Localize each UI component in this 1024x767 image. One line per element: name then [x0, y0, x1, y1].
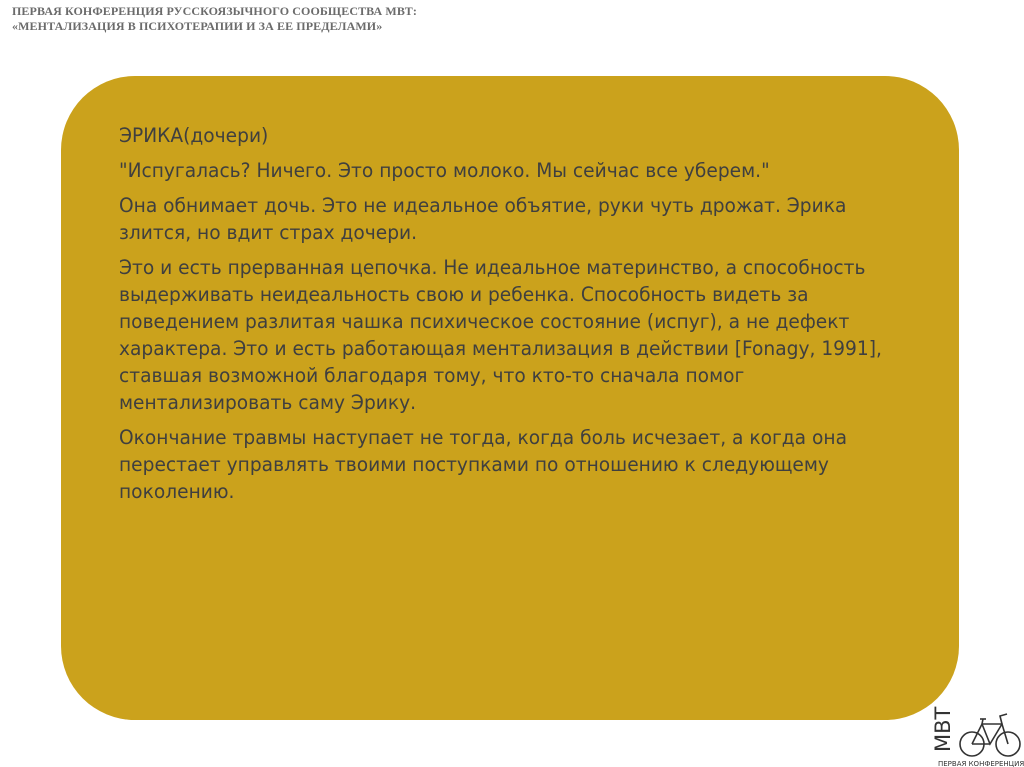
logo-caption: ПЕРВАЯ КОНФЕРЕНЦИЯ: [938, 760, 1024, 767]
quote-paragraph: "Испугалась? Ничего. Это просто молоко. Мы сейчас все уберем.": [119, 159, 770, 182]
conference-header: [12, 4, 712, 34]
conference-title-line-1: ПЕРВАЯ КОНФЕРЕНЦИЯ РУССКОЯЗЫЧНОГО СООБЩЕСТВА МВТ:: [12, 4, 417, 18]
content-panel: [61, 76, 959, 720]
body-paragraph-3: Окончание травмы наступает не тогда, когда боль исчезает, а когда она перестает управлять твоими поступками по отношению к следующему поколению.: [119, 426, 848, 503]
conference-title-line-2: «МЕНТАЛИЗАЦИЯ В ПСИХОТЕРАПИИ И ЗА ЕЕ ПРЕДЕЛАМИ»: [12, 19, 383, 33]
speaker-label: ЭРИКА(дочери): [119, 124, 269, 147]
body-paragraph-2: Это и есть прерванная цепочка. Не идеальное материнство, а способность выдерживать неидеальность свою и ребенка. Способность видеть за поведением разлитая чашка психическое состояние (испуг), а не дефект характера. Это и есть работающая ментализация в действии [Fonagy, 1991], ставшая возможной благодаря тому, что кто-то сначала помог ментализировать саму Эрику.: [119, 256, 882, 414]
bicycle-icon: [930, 686, 1024, 767]
mbt-logo: [930, 686, 1024, 767]
body-paragraph-1: Она обнимает дочь. Это не идеальное объятие, руки чуть дрожат. Эрика злится, но вдит страх дочери.: [119, 194, 847, 244]
logo-letters: МВТ: [931, 706, 955, 752]
